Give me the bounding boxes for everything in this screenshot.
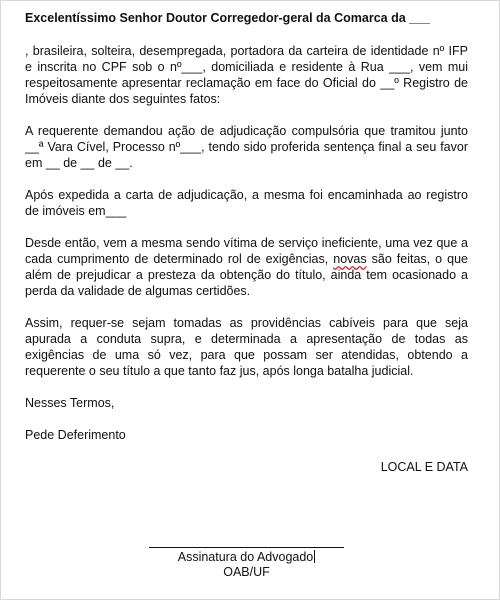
text-cursor xyxy=(314,550,315,563)
place-date: LOCAL E DATA xyxy=(380,460,468,474)
signature-name: Assinatura do Advogado xyxy=(177,550,314,564)
request-text: Pede Deferimento xyxy=(25,428,126,442)
signature-block xyxy=(149,547,344,580)
signature-name-line[interactable] xyxy=(149,550,344,565)
signature-line xyxy=(149,547,344,548)
facts-paragraph: A requerente demandou ação de adjudicação compulsória que tramitou junto __ª Vara Cível, Processo nº___, tendo sido proferida sentença final a seu favor em __ de __ de __. xyxy=(25,124,468,170)
document-body xyxy=(25,10,468,475)
inefficiency-paragraph xyxy=(25,235,468,299)
inefficiency-text-end: são feitas, o que além de prejudicar a presteza da obtenção do título, ainda tem ocasionado a perda da validade de algumas certidões. xyxy=(25,252,469,298)
document-heading: Excelentíssimo Senhor Doutor Corregedor-geral da Comarca da ___ xyxy=(25,11,430,25)
intro-paragraph: , brasileira, solteira, desempregada, portadora da carteira de identidade nº IFP e inscrita no CPF sob o nº___, domiciliada e residente à Rua ___, vem mui respeitosamente apresentar reclamação em face do Oficial do __º Registro de Imóveis diante dos seguintes fatos: xyxy=(25,44,468,106)
registry-paragraph: Após expedida a carta de adjudicação, a mesma foi encaminhada ao registro de imóveis em___ xyxy=(25,188,468,218)
request-paragraph: Assim, requer-se sejam tomadas as providências cabíveis para que seja apurada a conduta supra, e determinada a apresentação de todas as exigências de uma só vez, para que possam ser atendidas, obtendo a requerente o seu título a que tanto faz jus, após longa batalha judicial. xyxy=(25,316,468,378)
closing-text: Nesses Termos, xyxy=(25,396,115,410)
inefficiency-text-start: Desde então, vem a mesma sendo vítima de serviço ineficiente, uma vez que a cada cumprimento de determinado rol de exigências, xyxy=(25,236,468,266)
spellcheck-flagged-word: novas xyxy=(333,252,367,266)
signature-id: OAB/UF xyxy=(223,565,270,579)
